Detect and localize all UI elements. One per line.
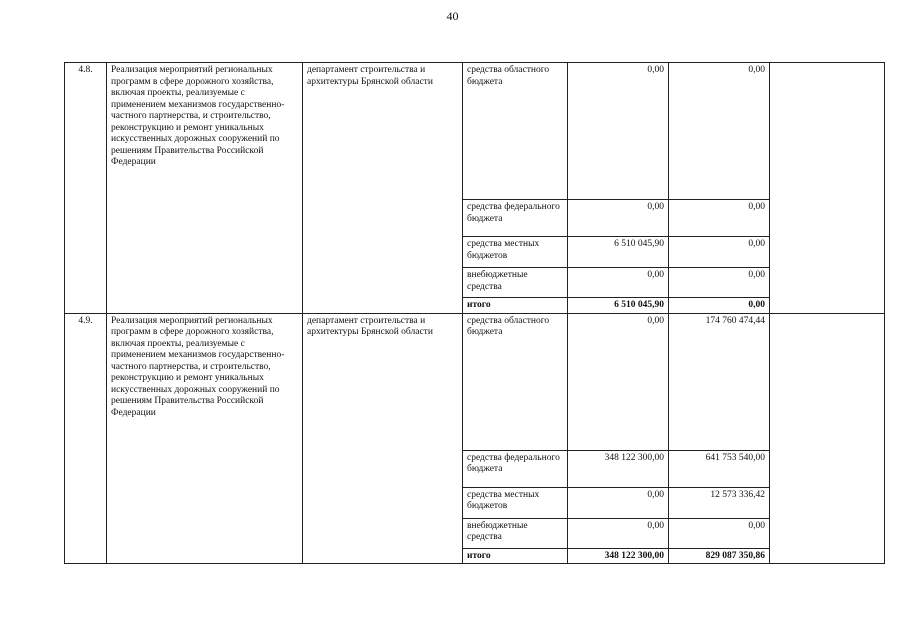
item-number: 4.9.	[65, 313, 107, 564]
empty-cell	[770, 63, 885, 314]
funding-value-1: 0,00	[568, 518, 669, 548]
empty-cell	[770, 313, 885, 564]
total-value-2: 0,00	[669, 298, 770, 314]
page-number: 40	[446, 9, 459, 23]
funding-value-2: 12 573 336,42	[669, 487, 770, 518]
item-executor: департамент строительства и архитектуры Брянской области	[303, 313, 463, 564]
funding-value-1: 0,00	[568, 63, 669, 200]
funding-source-label: средства областного бюджета	[463, 313, 568, 450]
funding-value-1: 0,00	[568, 487, 669, 518]
item-name: Реализация мероприятий региональных программ в сфере дорожного хозяйства, включая проекты, реализуемые с применением механизмов государственно-частного партнерства, и строительство, реконструкцию и ремонт уникальных искусственных дорожных сооружений по решениям Правительства Российской Федерации	[107, 63, 303, 314]
item-number: 4.8.	[65, 63, 107, 314]
table-row	[65, 63, 885, 200]
funding-source-label: средства местных бюджетов	[463, 237, 568, 268]
funding-value-1: 0,00	[568, 200, 669, 237]
total-value-2: 829 087 350,86	[669, 548, 770, 564]
funding-value-1: 0,00	[568, 313, 669, 450]
item-executor: департамент строительства и архитектуры Брянской области	[303, 63, 463, 314]
funding-value-2: 0,00	[669, 200, 770, 237]
funding-source-label: средства областного бюджета	[463, 63, 568, 200]
funding-source-label: средства федерального бюджета	[463, 200, 568, 237]
funding-source-label: внебюджетные средства	[463, 518, 568, 548]
funding-value-2: 174 760 474,44	[669, 313, 770, 450]
funding-value-2: 0,00	[669, 518, 770, 548]
total-label: итого	[463, 298, 568, 314]
item-name: Реализация мероприятий региональных программ в сфере дорожного хозяйства, включая проекты, реализуемые с применением механизмов государственно-частного партнерства, и строительство, реконструкцию и ремонт уникальных искусственных дорожных сооружений по решениям Правительства Российской Федерации	[107, 313, 303, 564]
total-label: итого	[463, 548, 568, 564]
funding-value-2: 0,00	[669, 268, 770, 298]
funding-source-label: внебюджетные средства	[463, 268, 568, 298]
funding-value-1: 0,00	[568, 268, 669, 298]
budget-table	[64, 62, 885, 564]
funding-value-2: 0,00	[669, 63, 770, 200]
funding-value-2: 641 753 540,00	[669, 450, 770, 487]
funding-value-1: 348 122 300,00	[568, 450, 669, 487]
funding-value-2: 0,00	[669, 237, 770, 268]
funding-value-1: 6 510 045,90	[568, 237, 669, 268]
funding-source-label: средства федерального бюджета	[463, 450, 568, 487]
funding-source-label: средства местных бюджетов	[463, 487, 568, 518]
total-value-1: 6 510 045,90	[568, 298, 669, 314]
table-row	[65, 313, 885, 450]
total-value-1: 348 122 300,00	[568, 548, 669, 564]
